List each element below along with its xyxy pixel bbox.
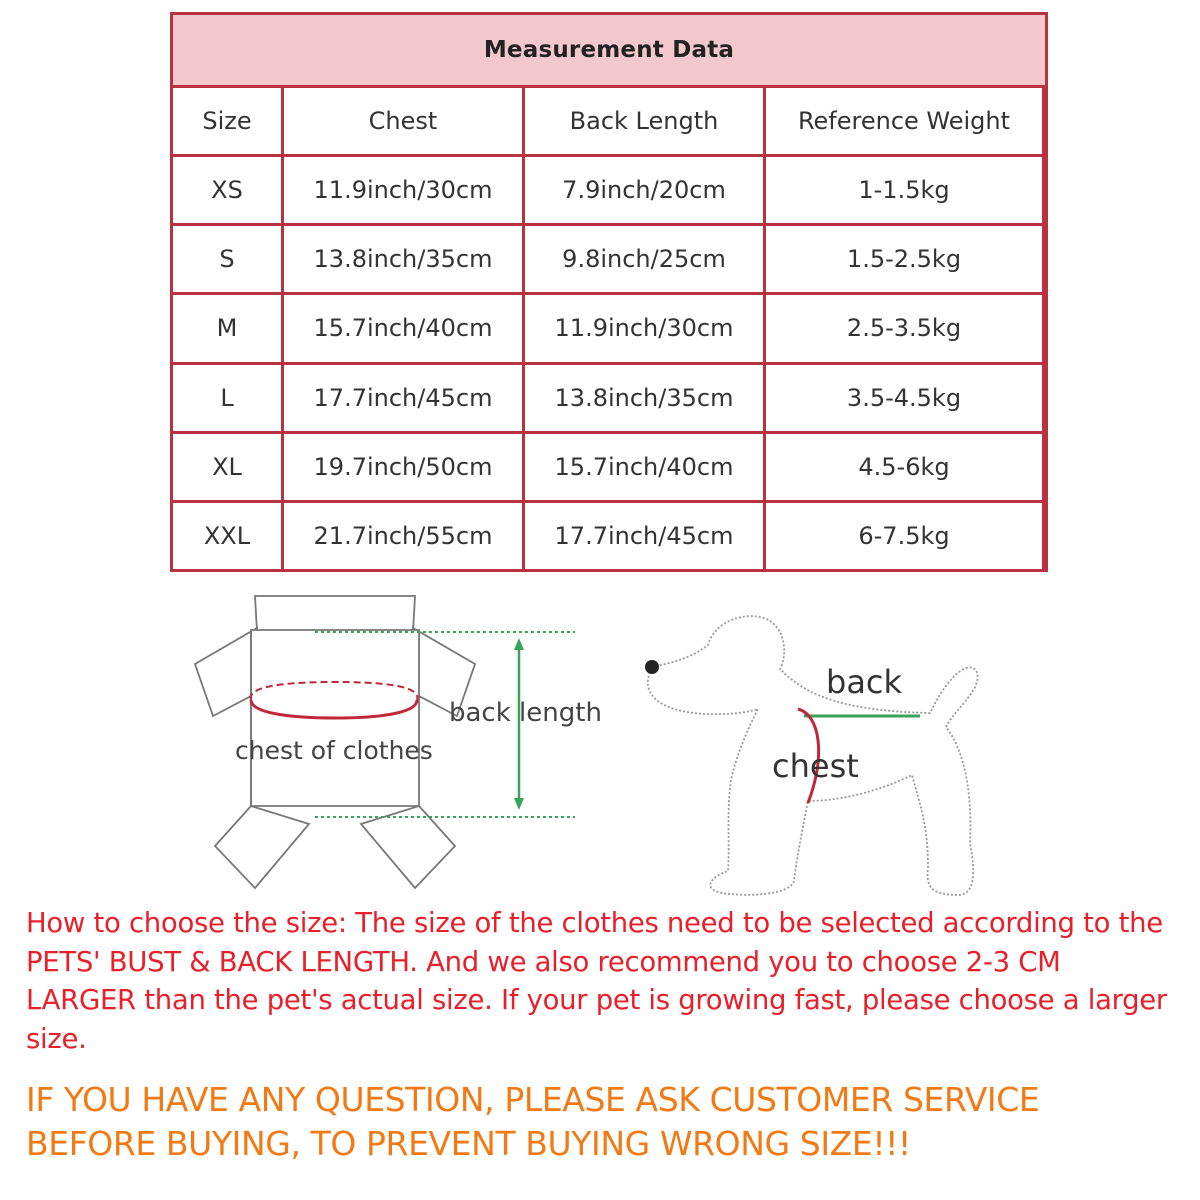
dog-diagram [630, 605, 990, 900]
cell-weight: 1.5-2.5kg [766, 226, 1042, 292]
size-guide-note: How to choose the size: The size of the clothes need to be selected according to the PETS' BUST & BACK LENGTH. And we also recommend you to choose 2-3 CM LARGER than the pet's actual size. If your pet is growing fast, please choose a larger size. [26, 907, 1167, 1055]
header-reference-weight: Reference Weight [766, 88, 1042, 154]
cell-back-length: 7.9inch/20cm [525, 157, 763, 223]
cell-weight: 2.5-3.5kg [766, 295, 1042, 361]
cell-back-length: 13.8inch/35cm [525, 365, 763, 431]
cell-chest: 19.7inch/50cm [284, 434, 522, 500]
cell-weight: 3.5-4.5kg [766, 365, 1042, 431]
cell-chest: 11.9inch/30cm [284, 157, 522, 223]
measurement-table [170, 12, 1048, 572]
chest-label: chest [772, 747, 859, 785]
cell-back-length: 9.8inch/25cm [525, 226, 763, 292]
cell-weight: 6-7.5kg [766, 503, 1042, 569]
cell-back-length: 15.7inch/40cm [525, 434, 763, 500]
back-label: back [826, 663, 903, 701]
clothes-diagram [185, 588, 625, 898]
cell-size: XS [173, 157, 281, 223]
header-size: Size [173, 88, 281, 154]
header-back-length: Back Length [525, 88, 763, 154]
cell-back-length: 11.9inch/30cm [525, 295, 763, 361]
cell-chest: 13.8inch/35cm [284, 226, 522, 292]
table-grid [173, 85, 1045, 569]
cell-size: XL [173, 434, 281, 500]
cell-back-length: 17.7inch/45cm [525, 503, 763, 569]
cell-weight: 1-1.5kg [766, 157, 1042, 223]
cell-size: L [173, 365, 281, 431]
cell-size: S [173, 226, 281, 292]
cell-chest: 15.7inch/40cm [284, 295, 522, 361]
cell-chest: 21.7inch/55cm [284, 503, 522, 569]
table-title: Measurement Data [173, 15, 1045, 85]
cell-size: M [173, 295, 281, 361]
back-length-label: back length [449, 698, 602, 728]
cell-weight: 4.5-6kg [766, 434, 1042, 500]
cell-chest: 17.7inch/45cm [284, 365, 522, 431]
customer-service-warning: IF YOU HAVE ANY QUESTION, PLEASE ASK CUSTOMER SERVICE BEFORE BUYING, TO PREVENT BUYING WRONG SIZE!!! [26, 1080, 1040, 1163]
chest-of-clothes-label: chest of clothes [235, 736, 433, 765]
header-chest: Chest [284, 88, 522, 154]
cell-size: XXL [173, 503, 281, 569]
